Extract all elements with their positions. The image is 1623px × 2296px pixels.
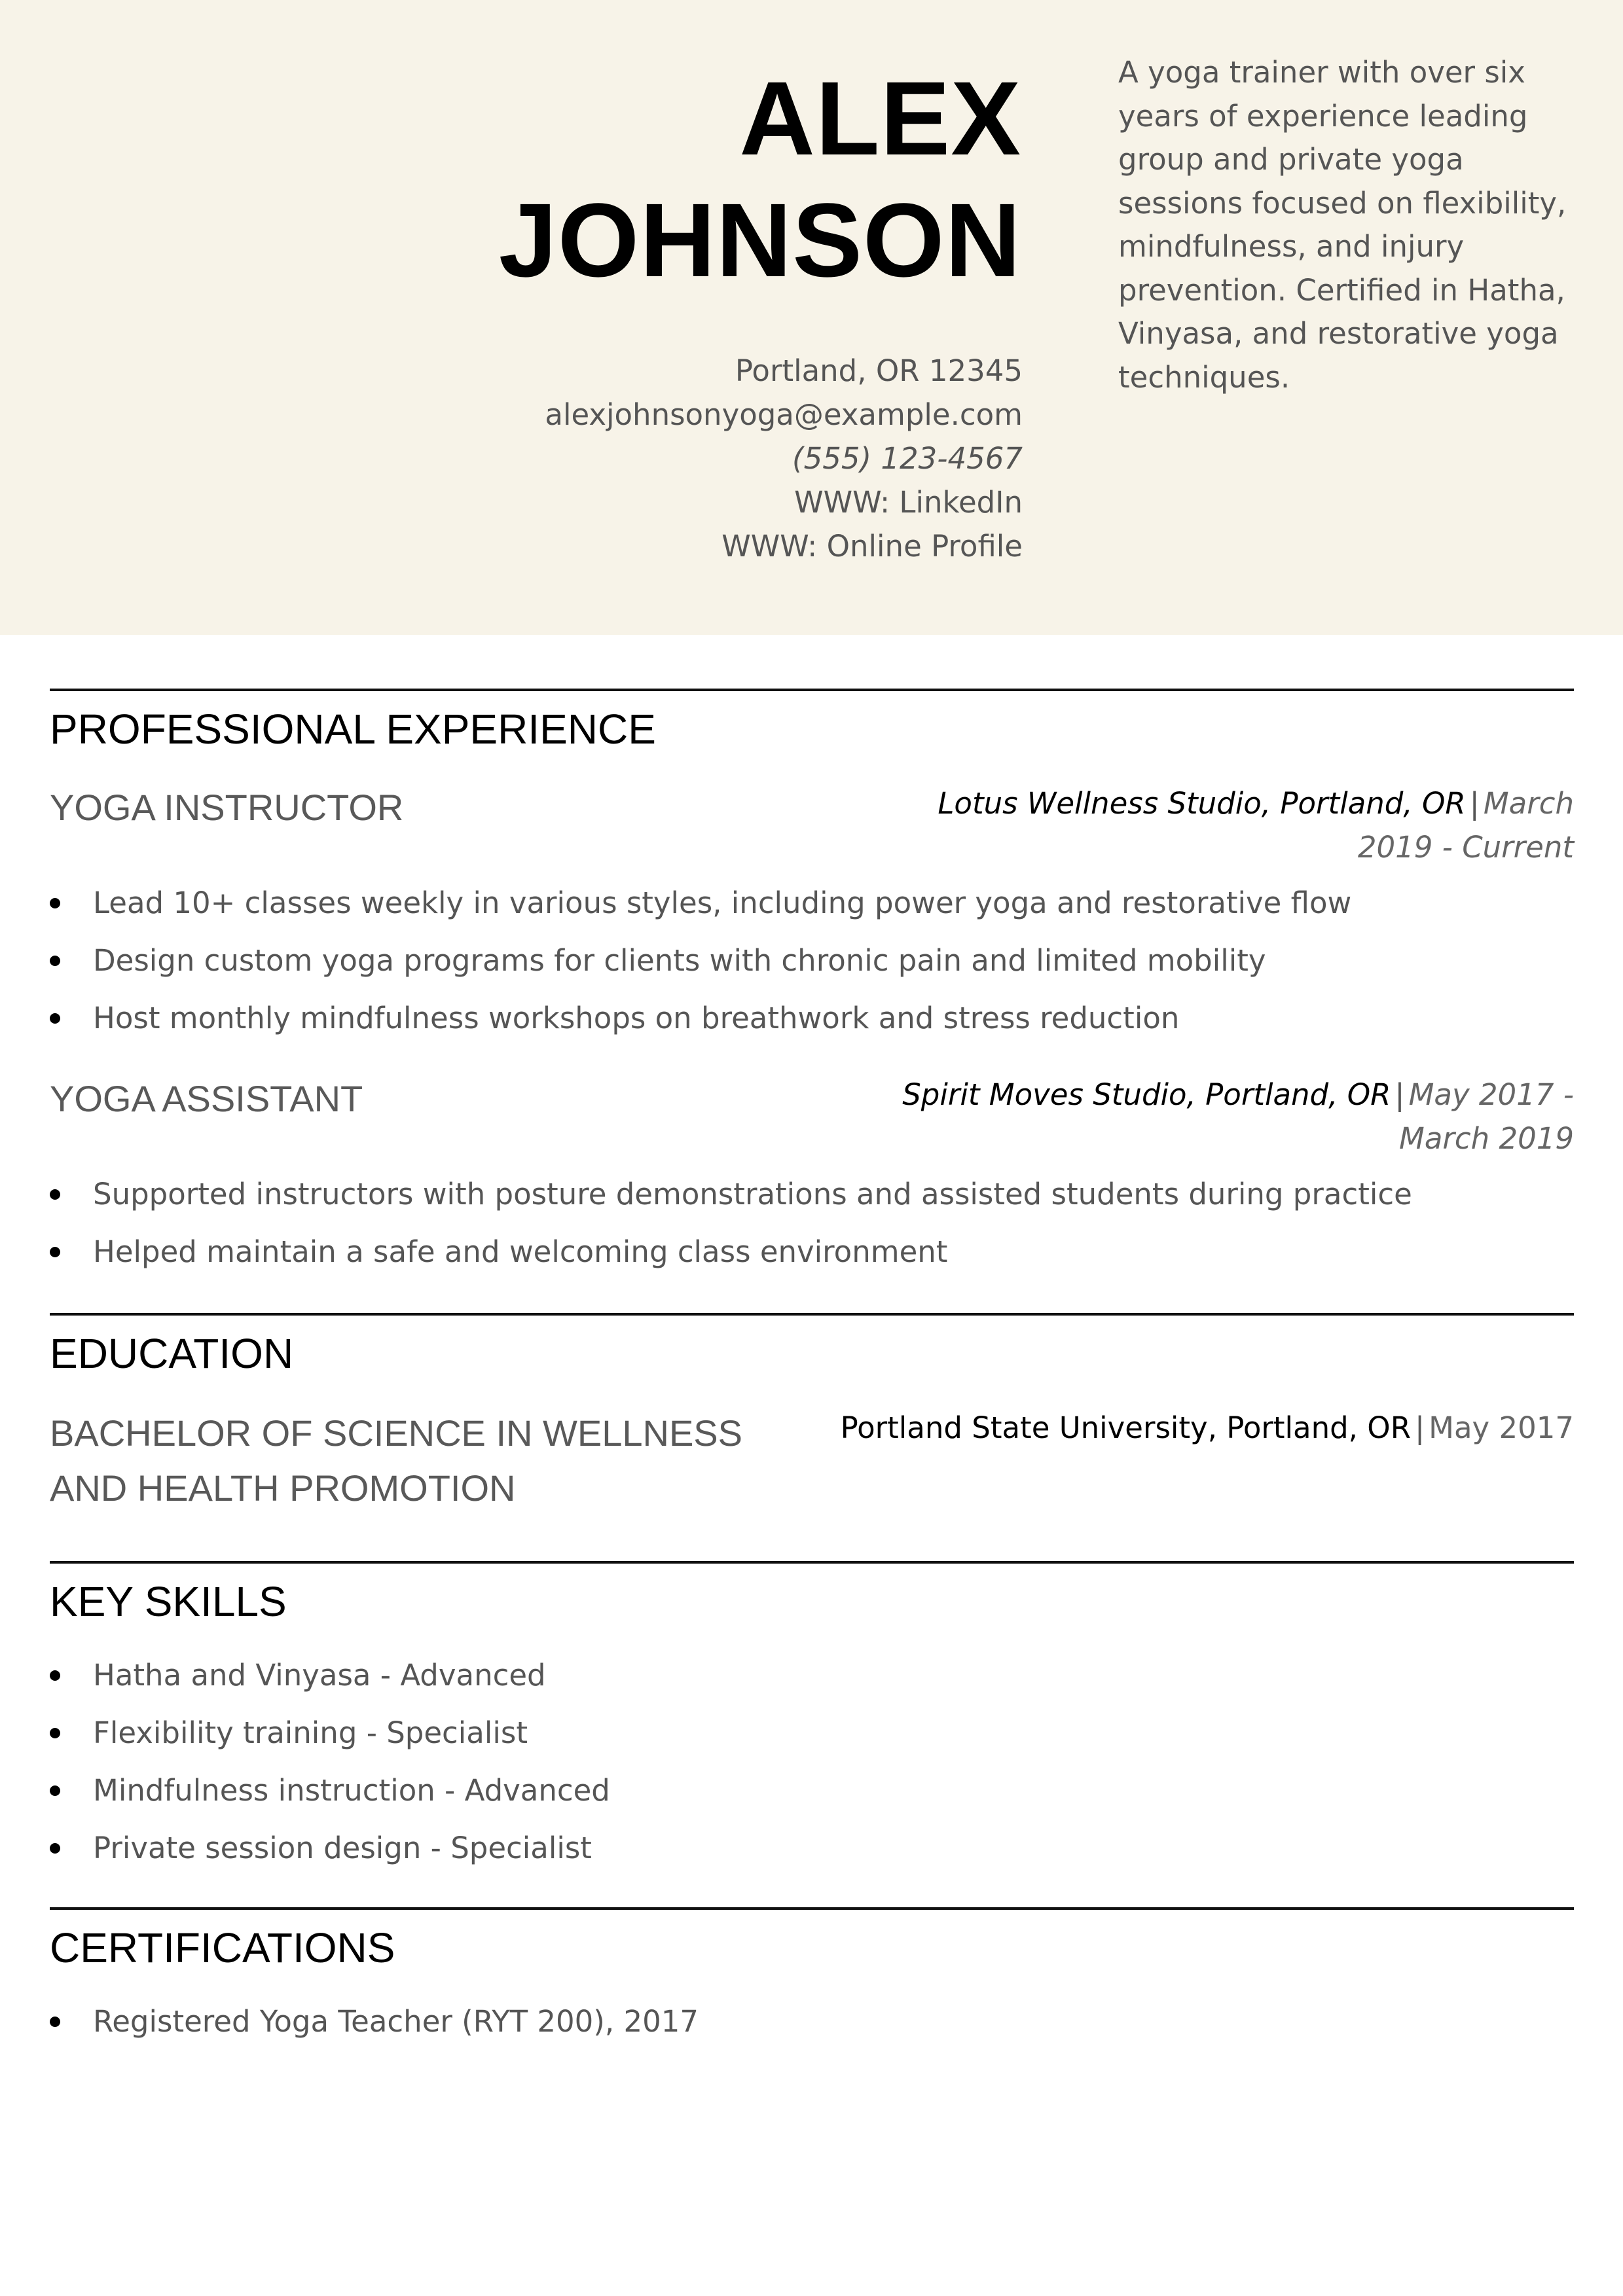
- bullet-icon: [50, 1247, 60, 1257]
- degree: BACHELOR OF SCIENCE IN WELLNESS AND HEALTH PROMOTION: [50, 1412, 743, 1509]
- education-section: [50, 1313, 1574, 1549]
- bullet-icon: [50, 2017, 60, 2027]
- job-dates: May 2017 - March 2019: [1399, 1077, 1574, 1156]
- candidate-name: [393, 58, 1021, 301]
- contact-info: [458, 349, 1023, 568]
- skills-list: [50, 1647, 1574, 1877]
- list-item: Supported instructors with posture demonstrations and assisted students during practice: [50, 1166, 1574, 1223]
- first-name: ALEX: [739, 60, 1021, 177]
- list-item: Hatha and Vinyasa - Advanced: [50, 1647, 1574, 1704]
- section-divider: [50, 1313, 1574, 1316]
- list-item: Registered Yoga Teacher (RYT 200), 2017: [50, 1993, 1574, 2051]
- job-meta: [854, 1073, 1574, 1160]
- list-item: Lead 10+ classes weekly in various styles, including power yoga and restorative flow: [50, 874, 1574, 932]
- school: Portland State University, Portland, OR: [840, 1410, 1411, 1445]
- list-item: Host monthly mindfulness workshops on breathwork and stress reduction: [50, 990, 1574, 1047]
- address: Portland, OR 12345: [735, 353, 1023, 388]
- job-bullets: [50, 874, 1574, 1047]
- list-item: Design custom yoga programs for clients with chronic pain and limited mobility: [50, 932, 1574, 990]
- section-title: KEY SKILLS: [50, 1578, 287, 1625]
- list-item: Mindfulness instruction - Advanced: [50, 1762, 1574, 1820]
- header-band: [0, 0, 1623, 635]
- job-dates: March 2019 - Current: [1357, 786, 1574, 865]
- job-bullets: [50, 1166, 1574, 1281]
- job-meta: [854, 781, 1574, 869]
- last-name: JOHNSON: [498, 181, 1021, 298]
- section-title: EDUCATION: [50, 1330, 294, 1377]
- graduation-date: May 2017: [1429, 1410, 1574, 1445]
- education-meta: [841, 1406, 1574, 1450]
- list-item: Private session design - Specialist: [50, 1820, 1574, 1877]
- section-divider: [50, 689, 1574, 691]
- job-role: YOGA ASSISTANT: [50, 1078, 363, 1119]
- certifications-section: [50, 1907, 1574, 2104]
- bullet-icon: [50, 1189, 60, 1200]
- phone: (555) 123-4567: [792, 441, 1023, 476]
- bullet-icon: [50, 1670, 60, 1681]
- bullet-icon: [50, 1785, 60, 1796]
- list-item: Helped maintain a safe and welcoming class environment: [50, 1223, 1574, 1281]
- online-profile-link[interactable]: WWW: Online Profile: [721, 529, 1023, 564]
- job-role: YOGA INSTRUCTOR: [50, 787, 404, 828]
- bullet-icon: [50, 898, 60, 908]
- bullet-icon: [50, 1843, 60, 1854]
- section-divider: [50, 1561, 1574, 1564]
- separator: |: [1469, 786, 1480, 821]
- job-company: Lotus Wellness Studio, Portland, OR: [938, 786, 1466, 821]
- section-divider: [50, 1907, 1574, 1910]
- job-company: Spirit Moves Studio, Portland, OR: [902, 1077, 1391, 1112]
- separator: |: [1414, 1410, 1425, 1445]
- list-item: Flexibility training - Specialist: [50, 1704, 1574, 1762]
- experience-section: [50, 689, 1574, 1278]
- skills-section: [50, 1561, 1574, 1888]
- certifications-list: [50, 1993, 1574, 2051]
- section-title: PROFESSIONAL EXPERIENCE: [50, 706, 656, 753]
- separator: |: [1395, 1077, 1405, 1112]
- email-link[interactable]: alexjohnsonyoga@example.com: [545, 397, 1023, 432]
- bullet-icon: [50, 1013, 60, 1024]
- professional-summary: A yoga trainer with over six years of experience leading group and private yoga sessions focused on flexibility, mindfulness, and injury prevention. Certified in Hatha, Vinyasa, and restorative yoga techniques.: [1118, 55, 1567, 395]
- section-title: CERTIFICATIONS: [50, 1924, 395, 1971]
- bullet-icon: [50, 1728, 60, 1738]
- linkedin-link[interactable]: WWW: LinkedIn: [794, 485, 1023, 520]
- bullet-icon: [50, 956, 60, 966]
